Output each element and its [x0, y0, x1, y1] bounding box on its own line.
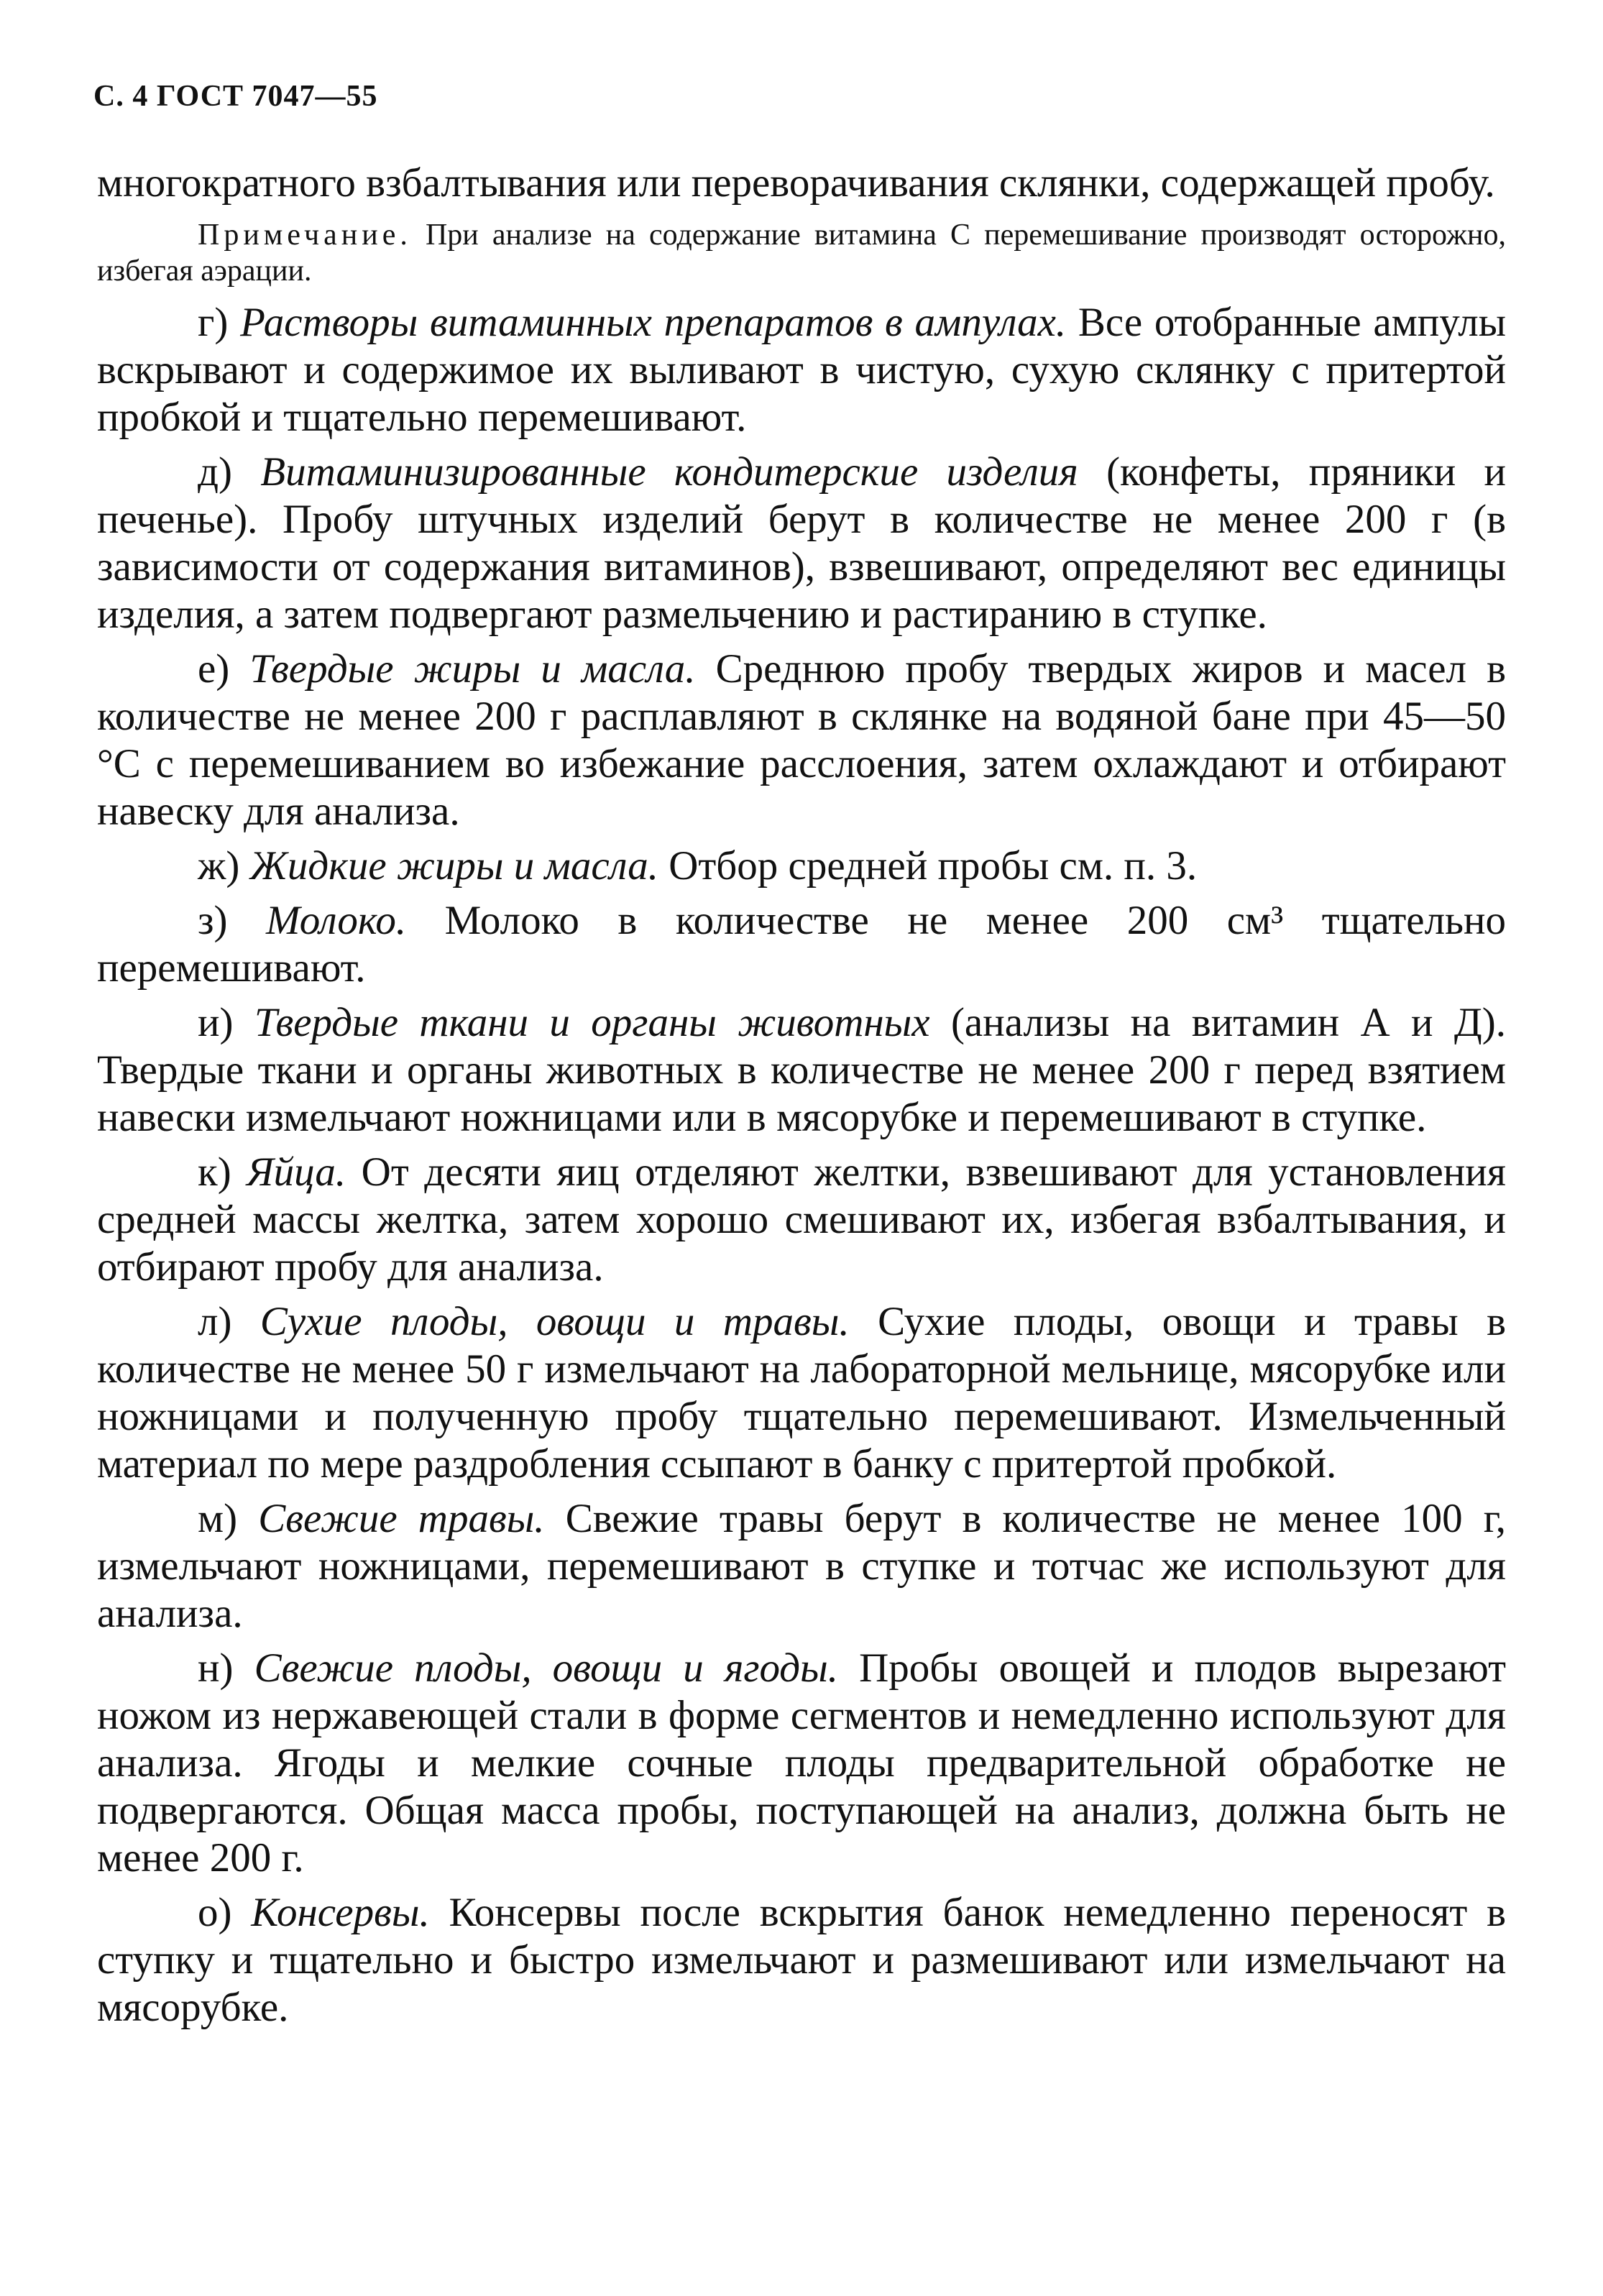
item-text: Консервы после вскрытия банок немедленно переносят в ступку и тщательно и быстро измельчают и размешивают или измельчают на мясорубке. [97, 1890, 1507, 2030]
item-marker: к) [198, 1149, 231, 1195]
item-z [97, 897, 1506, 992]
item-title: Твердые ткани и органы животных [254, 1000, 930, 1045]
item-text: Сухие плоды, овощи и травы в количестве не менее 50 г измельчают на лабораторной мельнице, мясорубке или ножницами и полученную пробу тщательно перемешивают. Измельченный материал по мере раздробления ссыпают в банку с притертой пробкой. [97, 1299, 1507, 1487]
document-body [97, 160, 1506, 2039]
item-marker: е) [198, 646, 230, 692]
item-marker: н) [198, 1645, 234, 1691]
item-marker: з) [198, 898, 228, 943]
item-title: Витаминизированные кондитерские изделия [260, 449, 1078, 495]
item-title: Консервы. [251, 1890, 430, 1935]
item-title: Яйца. [247, 1149, 346, 1195]
item-title: Молоко. [266, 898, 407, 943]
item-text: Все отобранные ампулы вскрывают и содержимое их выливают в чистую, сухую склянку с притертой пробкой и тщательно перемешивают. [97, 300, 1507, 440]
item-m [97, 1495, 1506, 1638]
item-marker: д) [198, 449, 232, 495]
item-marker: и) [198, 1000, 234, 1045]
item-title: Жидкие жиры и масла. [249, 843, 658, 888]
item-text: Свежие травы берут в количестве не менее 100 г, измельчают ножницами, перемешивают в ступке и тотчас же используют для анализа. [97, 1496, 1507, 1636]
item-marker: м) [198, 1496, 238, 1541]
page-header: С. 4 ГОСТ 7047—55 [93, 80, 378, 113]
item-o [97, 1889, 1506, 2031]
note-text: При анализе на содержание витамина С перемешивание производят осторожно, избегая аэрации. [97, 219, 1507, 288]
item-title: Свежие травы. [258, 1496, 545, 1541]
item-zh [97, 842, 1506, 890]
item-marker: ж) [198, 843, 240, 888]
item-e [97, 646, 1506, 835]
item-text: Молоко в количестве не менее 200 см³ тщательно перемешивают. [97, 898, 1507, 991]
item-text: Отбор средней пробы см. п. 3. [669, 843, 1198, 888]
item-l [97, 1298, 1506, 1488]
item-title: Твердые жиры и масла. [249, 646, 696, 692]
item-marker: г) [198, 300, 229, 345]
item-text: Пробы овощей и плодов вырезают ножом из нержавеющей стали в форме сегментов и немедленно используют для анализа. Ягоды и мелкие сочные плоды предварительной обработке не подвергаются. Общая масса пробы, поступающей на анализ, должна быть не менее 200 г. [97, 1645, 1507, 1881]
item-d [97, 449, 1506, 638]
item-text: (конфеты, пряники и печенье). Пробу штучных изделий берут в количестве не менее 200 г (в зависимости от содержания витаминов), взвешивают, определяют вес единицы изделия, а затем подвергают размельчению и растиранию в ступке. [97, 449, 1507, 637]
item-n [97, 1645, 1506, 1882]
item-g [97, 299, 1506, 441]
item-k [97, 1149, 1506, 1291]
note-label: Примечание. [198, 219, 412, 252]
item-title: Растворы витаминных препаратов в ампулах. [240, 300, 1067, 345]
item-text: Среднюю пробу твердых жиров и масел в количестве не менее 200 г расплавляют в склянке на водяной бане при 45—50 °С с перемешиванием во избежание расслоения, затем охлаждают и отбирают навеску для анализа. [97, 646, 1507, 834]
item-marker: о) [198, 1890, 232, 1935]
item-text: (анализы на витамин А и Д). Твердые ткани и органы животных в количестве не менее 200 г перед взятием навески измельчают ножницами или в мясорубке и перемешивают в ступке. [97, 1000, 1507, 1140]
item-marker: л) [198, 1299, 232, 1344]
item-text: От десяти яиц отделяют желтки, взвешивают для установления средней массы желтка, затем хорошо смешивают их, избегая взбалтывания, и отбирают пробу для анализа. [97, 1149, 1507, 1290]
note-paragraph [97, 217, 1506, 289]
item-title: Сухие плоды, овощи и травы. [259, 1299, 850, 1344]
item-title: Свежие плоды, овощи и ягоды. [254, 1645, 838, 1691]
intro-paragraph: многократного взбалтывания или переворачивания склянки, содержащей пробу. [97, 160, 1495, 206]
item-i [97, 999, 1506, 1142]
